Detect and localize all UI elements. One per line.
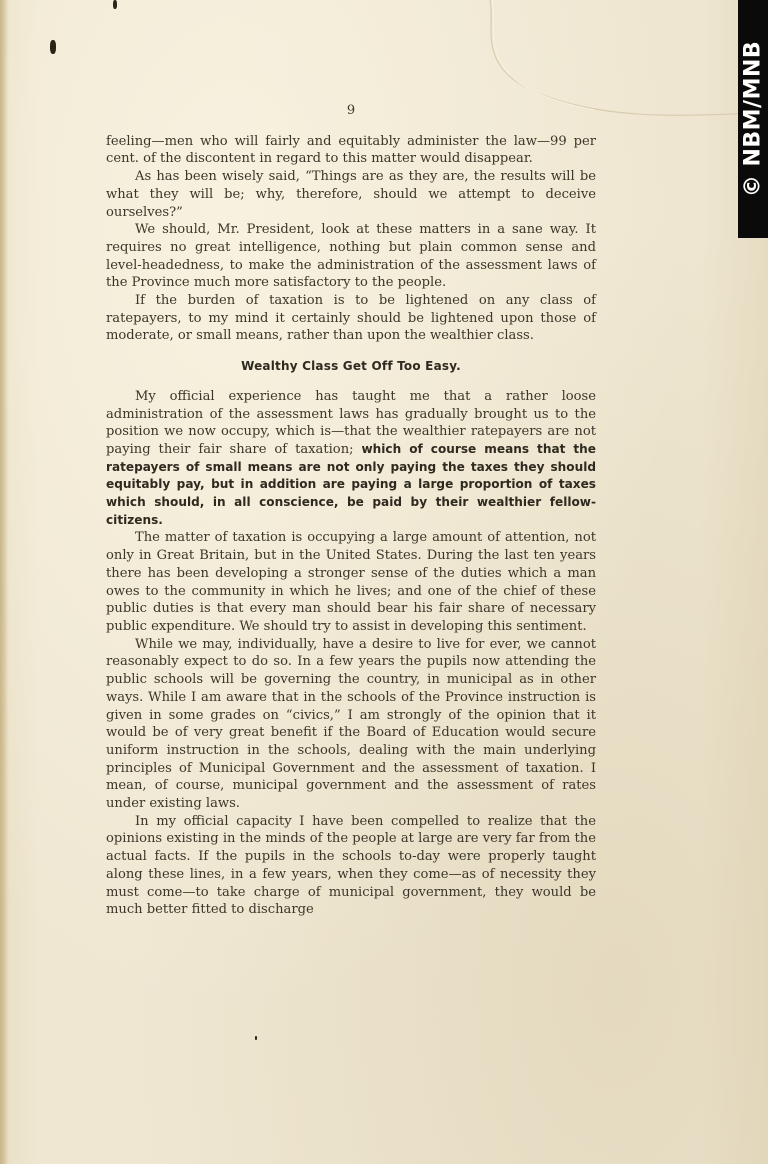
paragraph-official-experience-regular: My official experience has taught me that a rather loose administration of the assessment laws has gradually brought us to the position we now occupy, which is—that the wealthier ratepayers are not paying their fair share of taxation; <box>106 388 596 457</box>
paragraph-burden: If the burden of taxation is to be lightened on any class of ratepayers, to my mind it certainly should be lightened upon those of moderate, or small means, rather than upon the wealthier class. <box>106 293 596 344</box>
copyright-watermark <box>738 0 768 238</box>
paragraph-official-experience <box>106 388 596 530</box>
page-number: 9 <box>346 103 356 118</box>
ink-speck-bottom <box>255 1036 257 1040</box>
section-heading: Wealthy Class Get Off Too Easy. <box>241 359 461 374</box>
paragraph-schools: While we may, individually, have a desire to live for ever, we cannot reasonably expect to do so. In a few years the pupils now attending the public schools will be governing the country, in municipal as in other ways. While I am aware that in the schools of the Province instruction is given in some grades on “civics,” I am strongly of the opinion that it would be of very great benefit if the Board of Education would secure uniform instruction in the schools, dealing with the main underlying principles of Municipal Government and the assessment of taxation. I mean, of course, municipal government and the assessment of rates under existing laws. <box>106 636 596 812</box>
paragraph-quote: As has been wisely said, “Things are as they are, the results will be what they will be; why, therefore, should we attempt to deceive ourselves?” <box>106 169 596 220</box>
ink-speck-left <box>50 40 56 54</box>
page-left-edge-shadow <box>0 0 8 1164</box>
paragraph-continued: feeling—men who will fairly and equitably administer the law—99 per cent. of the discontent in regard to this matter would disappear. <box>106 133 596 167</box>
paragraph-sane-way: We should, Mr. President, look at these matters in a sane way. It requires no great intelligence, nothing but plain common sense and level-headedness, to make the administration of the assessment laws of the Province much more satisfactory to the people. <box>106 222 596 291</box>
ink-speck-top <box>113 0 117 9</box>
paragraph-taxation-attention: The matter of taxation is occupying a large amount of attention, not only in Great Britain, but in the United States. During the last ten years there has been developing a stronger sense of the duties which a man owes to the community in which he lives; and one of the chief of these public duties is that every man should bear his fair share of necessary public expenditure. We should try to assist in developing this sentiment. <box>106 530 596 634</box>
paragraph-official-capacity: In my official capacity I have been compelled to realize that the opinions existing in the minds of the people at large are very far from the actual facts. If the pupils in the schools to-day were properly taught along these lines, in a few years, when they come—as of necessity they must come—to take charge of municipal government, they would be much better fitted to discharge <box>106 813 596 918</box>
document-body <box>106 102 596 919</box>
paragraph-official-experience-bold: which of course means that the ratepayers of small means are not only paying the taxes they should equitably pay, but in addition are paying a large proportion of taxes which should, in all conscience, be paid by their wealthier fellow-citizens. <box>106 441 596 527</box>
watermark-text: © NBM/MNB <box>740 40 766 198</box>
